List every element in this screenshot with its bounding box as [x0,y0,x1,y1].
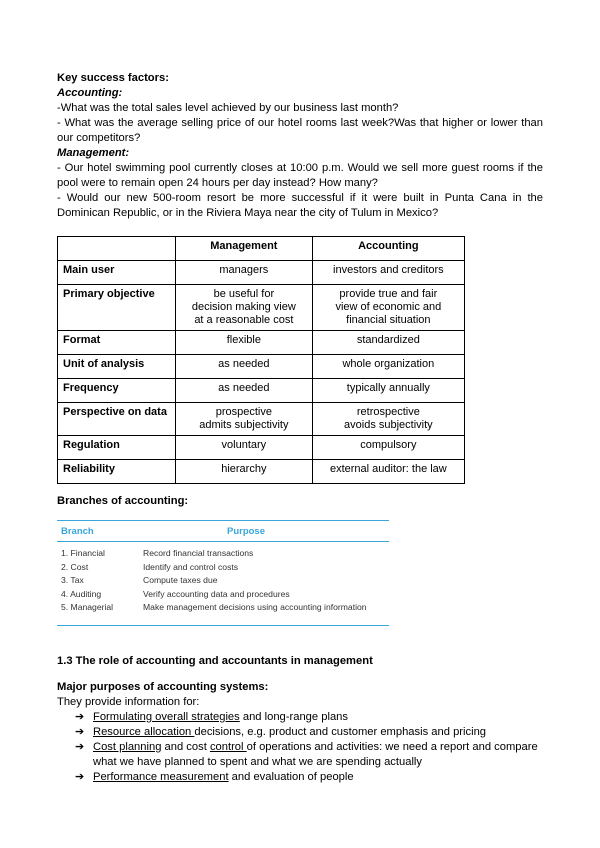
list-item [75,725,543,740]
accounting-cell: provide true and fair view of economic and financial situation [312,285,464,331]
row-label: Regulation [58,436,176,460]
branch-row [57,601,389,615]
list-item [75,710,543,725]
table-row [58,261,465,285]
management-cell: voluntary [176,436,313,460]
section-subtitle: Major purposes of accounting systems: [57,680,269,693]
underlined-term: Cost planning [93,740,162,753]
accounting-cell: investors and creditors [312,261,464,285]
arrow-icon: ➔ [75,710,85,723]
branches-col-branch: Branch [61,526,94,538]
branch-purpose: Compute taxes due [143,575,218,586]
table-row [58,436,465,460]
branch-purpose: Verify accounting data and procedures [143,588,290,599]
accounting-heading: Accounting: [57,87,123,99]
underlined-term: Resource allocation [93,725,195,738]
table-row [58,460,465,484]
underlined-term: Formulating overall strategies [93,710,240,723]
branch-row [57,561,389,575]
accounting-cell: compulsory [312,436,464,460]
management-cell: prospective admits subjectivity [176,403,313,436]
item-text: and cost [161,740,210,753]
management-question-2: - Would our new 500-room resort be more successful if it were built in Punta Cana in the Dominican Republic, or in the Riviera Maya near the city of Tulum in Mexico? [57,192,543,219]
arrow-icon: ➔ [75,770,85,783]
row-label: Primary objective [58,285,176,331]
item-text: and long-range plans [239,710,348,723]
branches-header [57,521,389,542]
management-cell: managers [176,261,313,285]
accounting-cell: standardized [312,331,464,355]
branch-name: 5. Managerial [61,602,114,613]
branches-table [57,520,389,626]
item-text: decisions, e.g. product and customer emphasis and pricing [194,725,487,738]
branch-name: 2. Cost [61,561,89,572]
row-label: Frequency [58,379,176,403]
row-label: Unit of analysis [58,355,176,379]
table-header-management: Management [176,237,313,261]
table-header-row [58,237,465,261]
table-row [58,285,465,331]
management-heading: Management: [57,147,130,159]
arrow-icon: ➔ [75,725,85,738]
branch-name: 1. Financial [61,548,105,559]
branch-name: 3. Tax [61,575,84,586]
list-item [75,740,543,770]
branches-title: Branches of accounting: [57,495,189,507]
row-label: Perspective on data [58,403,176,436]
purposes-list [57,710,543,785]
management-cell: as needed [176,355,313,379]
branch-row [57,547,389,561]
item-text: of operations and activities: we need a report and compare what we have planned to spent and what we are spending actually [93,740,538,768]
accounting-cell: typically annually [312,379,464,403]
branch-name: 4. Auditing [61,588,102,599]
accounting-cell: retrospective avoids subjectivity [312,403,464,436]
row-label: Main user [58,261,176,285]
ksf-title: Key success factors: [57,72,169,84]
management-cell: be useful for decision making view at a reasonable cost [176,285,313,331]
comparison-table [57,236,465,484]
table-row [58,331,465,355]
arrow-icon: ➔ [75,740,85,753]
accounting-cell: whole organization [312,355,464,379]
management-cell: flexible [176,331,313,355]
table-header-empty [58,237,176,261]
table-row [58,379,465,403]
row-label: Format [58,331,176,355]
management-question-1: - Our hotel swimming pool currently closes at 10:00 p.m. Would we sell more guest rooms if the pool were to remain open 24 hours per day instead? How many? [57,162,543,189]
underlined-term: Performance measurement [93,770,229,783]
accounting-question-1: -What was the total sales level achieved by our business last month? [57,102,399,114]
table-row [58,355,465,379]
table-header-accounting: Accounting [312,237,464,261]
branch-row [57,588,389,602]
item-text: and evaluation of people [228,770,354,783]
accounting-question-2: - What was the average selling price of our hotel rooms last week?Was that higher or lower than our competitors? [57,117,543,144]
section-intro: They provide information for: [57,695,200,708]
management-cell: hierarchy [176,460,313,484]
management-cell: as needed [176,379,313,403]
section-title: 1.3 The role of accounting and accountants in management [57,654,373,667]
branch-row [57,574,389,588]
branch-purpose: Record financial transactions [143,548,254,559]
list-item [75,770,543,785]
accounting-cell: external auditor: the law [312,460,464,484]
page-content [57,71,543,785]
branch-purpose: Make management decisions using accounting information [143,602,367,613]
underlined-term: control [209,740,247,753]
branches-col-purpose: Purpose [226,526,265,538]
branch-purpose: Identify and control costs [143,561,239,572]
table-row [58,403,465,436]
row-label: Reliability [58,460,176,484]
